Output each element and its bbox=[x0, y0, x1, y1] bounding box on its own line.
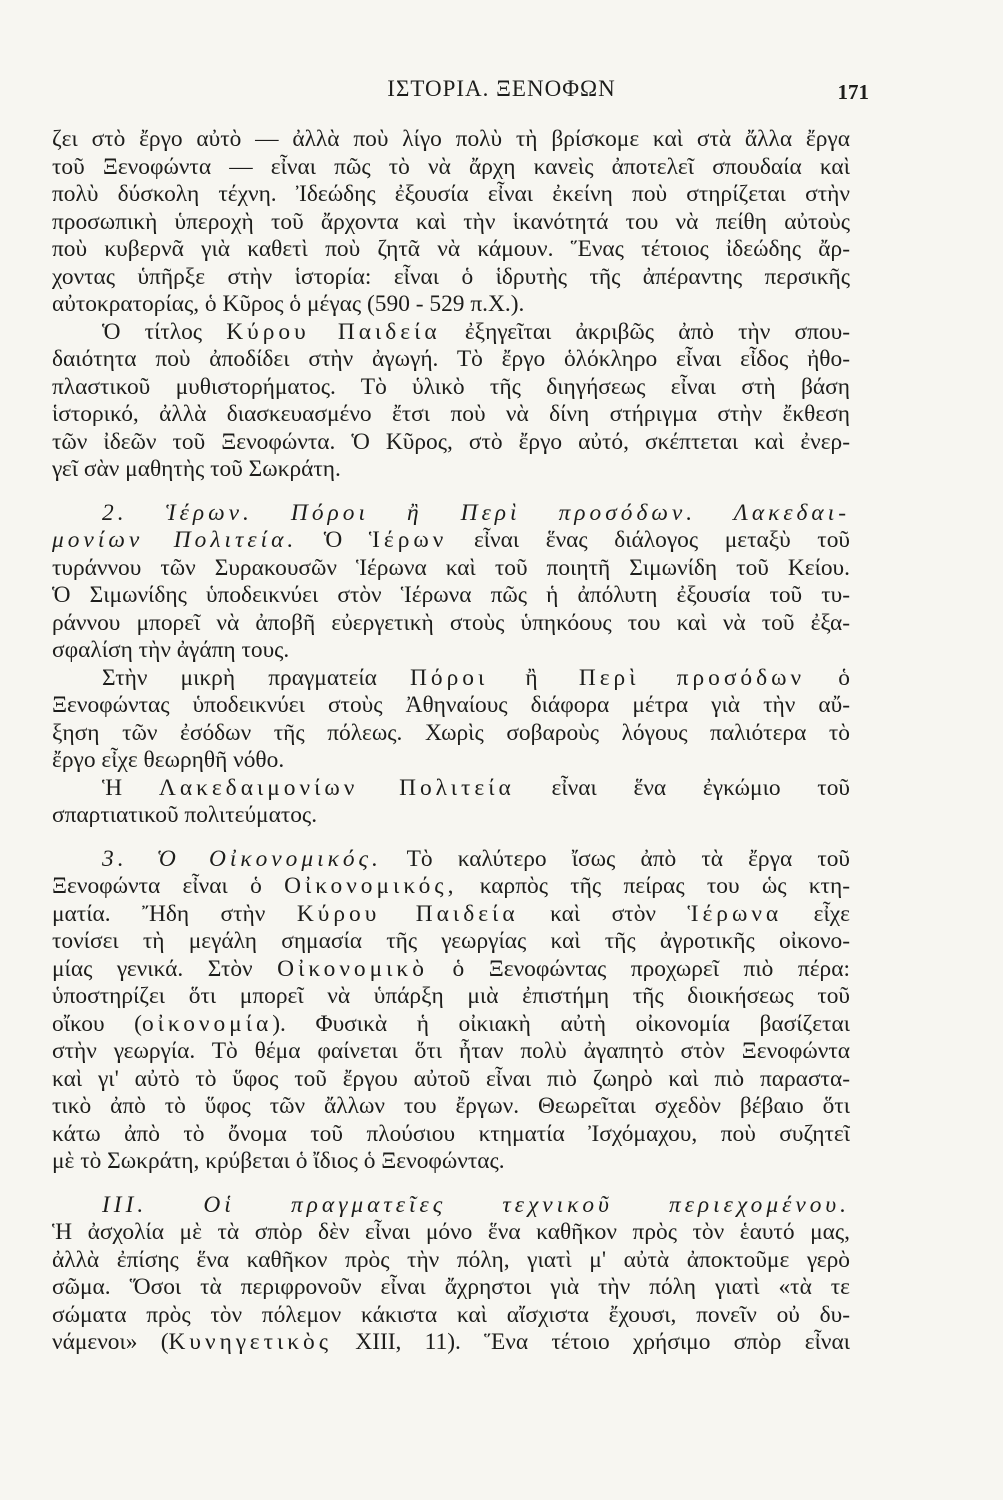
text-run: Ὁ τίτλος bbox=[102, 318, 203, 345]
spaced-title: Οἰκονομικός, bbox=[284, 873, 458, 899]
text-run: Στὴν μικρὴ πραγματεία bbox=[102, 664, 377, 691]
text-run: εἶχε bbox=[813, 900, 850, 927]
section-2 bbox=[52, 500, 850, 665]
spaced-title: Κύρου Παιδεία bbox=[226, 318, 441, 345]
text-run: εἶναι ἕνα ἐγκώμιο τοῦ bbox=[551, 774, 850, 801]
section-heading: ΙΙΙ. Οἱ πραγματεῖες τεχνικοῦ περιεχομένου. bbox=[102, 1191, 850, 1218]
text-line: πλαστικοῦ μυθιστορήματος. Τὸ ὑλικὸ τῆς διηγήσεως εἶναι στὴ βάση bbox=[52, 373, 850, 400]
text-line: σῶμα. Ὅσοι τὰ περιφρονοῦν εἶναι ἄχρηστοι γιὰ τὴν πόλη γιατὶ «τὰ τε bbox=[52, 1274, 850, 1300]
spaced-title: Κύρου Παιδεία bbox=[296, 900, 519, 927]
text-line bbox=[52, 665, 850, 693]
paragraph bbox=[52, 126, 850, 319]
text-run: Ὁ bbox=[323, 527, 343, 553]
text-run: ματία. Ἤδη στὴν bbox=[52, 900, 266, 927]
text-run: ὁ bbox=[838, 664, 850, 691]
paragraph bbox=[52, 775, 850, 830]
text-line: Ἡ ἀσχολία μὲ τὰ σπὸρ δὲν εἶναι μόνο ἕνα καθῆκον πρὸς τὸν ἑαυτό μας, bbox=[52, 1219, 850, 1245]
text-line: ἀλλὰ ἐπίσης ἕνα καθῆκον πρὸς τὴν πόλη, γιατὶ μ' αὐτὰ ἀποκτοῦμε γερὸ bbox=[52, 1246, 850, 1273]
page-header bbox=[0, 76, 1003, 112]
running-title: ΙΣΤΟΡΙΑ. ΞΕΝΟΦΩΝ bbox=[387, 76, 616, 101]
text-line: αὐτοκρατορίας, ὁ Κῦρος ὁ μέγας (590 - 529 π.Χ.). bbox=[52, 291, 525, 317]
text-line: τυράννου τῶν Συρακουσῶν Ἱέρωνα καὶ τοῦ ποιητῆ Σιμωνίδη τοῦ Κείου. bbox=[52, 554, 850, 581]
section-iii bbox=[52, 1192, 850, 1357]
text-line: πολὺ δύσκολη τέχνη. Ἰδεώδης ἐξουσία εἶναι ἐκείνη ποὺ στηρίζεται στὴν bbox=[52, 181, 850, 207]
text-line bbox=[52, 1011, 850, 1039]
text-run: καὶ στὸν bbox=[550, 900, 656, 927]
text-run: Τὸ καλύτερο ἴσως ἀπὸ τὰ ἔργα τοῦ bbox=[406, 845, 850, 872]
text-line: προσωπικὴ ὑπεροχὴ τοῦ ἄρχοντα καὶ τὴν ἱκανότητά του νὰ πείθη αὐτοὺς bbox=[52, 208, 850, 235]
text-line: ποὺ κυβερνᾶ γιὰ καθετὶ ποὺ ζητᾶ νὰ κάμουν. Ἕνας τέτοιος ἰδεώδης ἄρ- bbox=[52, 236, 850, 262]
text-line: Ξενοφώντας ὑποδεικνύει στοὺς Ἀθηναίους διάφορα μέτρα γιὰ τὴν αὔ- bbox=[52, 692, 850, 718]
spaced-title: Ἱέρων bbox=[368, 527, 448, 553]
text-line: δαιότητα ποὺ ἀποδίδει στὴν ἀγωγή. Τὸ ἔργο ὁλόκληρο εἶναι εἶδος ἠθο- bbox=[52, 346, 850, 372]
text-line bbox=[52, 846, 850, 874]
text-run: εἶναι ἕνας διάλογος μεταξὺ τοῦ bbox=[473, 527, 850, 553]
text-run: Ἡ bbox=[102, 774, 123, 801]
text-line: τῶν ἰδεῶν τοῦ Ξενοφώντα. Ὁ Κῦρος, στὸ ἔργο αὐτό, σκέπτεται καὶ ἐνερ- bbox=[52, 428, 850, 455]
spaced-title: Ἱέρωνα bbox=[687, 900, 783, 927]
text-run: μίας γενικά. Στὸν bbox=[52, 955, 253, 982]
text-line: ζει στὸ ἔργο αὐτὸ — ἀλλὰ ποὺ λίγο πολὺ τὴ βρίσκομε καὶ στὰ ἄλλα ἔργα bbox=[52, 126, 850, 152]
text-run: ἐξηγεῖται ἀκριβῶς ἀπὸ τὴν σπου- bbox=[464, 318, 850, 345]
spaced-title: οἰκονομία bbox=[141, 1010, 273, 1037]
text-run: Ξενοφώντα εἶναι ὁ bbox=[52, 873, 262, 899]
text-run: ὁ Ξενοφώντας προχωρεῖ πιὸ πέρα: bbox=[452, 955, 850, 982]
text-line bbox=[52, 901, 850, 929]
text-run: καρπὸς τῆς πείρας του ὡς κτη- bbox=[479, 873, 850, 899]
paragraph bbox=[52, 665, 850, 775]
page-number: 171 bbox=[837, 80, 869, 104]
spaced-title: Κυνηγετικὸς bbox=[168, 1329, 333, 1355]
paragraph bbox=[52, 319, 850, 484]
text-run: XIII, 11). Ἕνα τέτοιο χρήσιμο σπὸρ εἶναι bbox=[355, 1329, 850, 1355]
text-line: ἱστορικό, ἀλλὰ διασκευασμένο ἔτσι ποὺ νὰ δίνη στήριγμα στὴν ἔκθεση bbox=[52, 401, 850, 427]
text-line: ἔργο εἶχε θεωρηθῆ νόθο. bbox=[52, 747, 285, 773]
text-line bbox=[52, 527, 850, 555]
text-line bbox=[52, 775, 850, 803]
spaced-title: Λακεδαιμονίων Πολιτεία bbox=[158, 774, 515, 801]
text-line bbox=[52, 873, 850, 901]
text-line: σφαλίση τὴν ἀγάπη τους. bbox=[52, 637, 290, 663]
text-line bbox=[52, 319, 850, 347]
section-heading: 2. Ἱέρων. Πόροι ἢ Περὶ προσόδων. Λακεδαι- bbox=[102, 499, 850, 526]
text-line: Ὁ Σιμωνίδης ὑποδεικνύει στὸν Ἱέρωνα πῶς ἡ ἀπόλυτη ἐξουσία τοῦ τυ- bbox=[52, 582, 850, 608]
text-line: σώματα πρὸς τὸν πόλεμον κάκιστα καὶ αἴσχιστα ἔχουσι, πονεῖν οὐ δυ- bbox=[52, 1301, 850, 1328]
text-line: σπαρτιατικοῦ πολιτεύματος. bbox=[52, 802, 318, 828]
spaced-title: Οἰκονομικὸ bbox=[277, 955, 428, 982]
text-line: καὶ γι' αὐτὸ τὸ ὕφος τοῦ ἔργου αὐτοῦ εἶναι πιὸ ζωηρὸ καὶ πιὸ παραστα- bbox=[52, 1065, 850, 1092]
section-3 bbox=[52, 846, 850, 1176]
text-line: ὑποστηρίζει ὅτι μπορεῖ νὰ ὑπάρξη μιὰ ἐπιστήμη τῆς διοικήσεως τοῦ bbox=[52, 983, 850, 1009]
text-line: κάτω ἀπὸ τὸ ὄνομα τοῦ πλούσιου κτηματία Ἰσχόμαχου, ποὺ συζητεῖ bbox=[52, 1120, 850, 1147]
text-line bbox=[52, 956, 850, 984]
section-heading-cont: μονίων Πολιτεία. bbox=[52, 527, 298, 553]
spaced-title: Πόροι ἢ Περὶ προσόδων bbox=[410, 664, 806, 691]
text-line bbox=[52, 1329, 850, 1357]
text-run: νάμενοι» ( bbox=[52, 1329, 169, 1355]
text-line: τονίσει τὴ μεγάλη σημασία τῆς γεωργίας καὶ τῆς ἀγροτικῆς οἰκονο- bbox=[52, 928, 850, 954]
section-heading: 3. Ὁ Οἰκονομικός. bbox=[102, 845, 382, 872]
text-line: μὲ τὸ Σωκράτη, κρύβεται ὁ ἴδιος ὁ Ξενοφώντας. bbox=[52, 1148, 505, 1174]
text-line: ράννου μπορεῖ νὰ ἀποβῆ εὐεργετικὴ στοὺς ὑπηκόους του καὶ νὰ τοῦ ἐξα- bbox=[52, 609, 850, 636]
text-line: χοντας ὑπῆρξε στὴν ἱστορία: εἶναι ὁ ἱδρυτὴς τῆς ἀπέραντης περσικῆς bbox=[52, 263, 850, 290]
text-run: ). Φυσικὰ ἡ οἰκιακὴ αὐτὴ οἰκονομία βασίζεται bbox=[272, 1010, 850, 1037]
text-line: στὴν γεωργία. Τὸ θέμα φαίνεται ὅτι ἦταν πολὺ ἀγαπητὸ στὸν Ξενοφώντα bbox=[52, 1038, 850, 1064]
text-run: οἴκου ( bbox=[52, 1010, 142, 1037]
text-line: γεῖ σὰν μαθητὴς τοῦ Σωκράτη. bbox=[52, 456, 341, 482]
text-line: ξηση τῶν ἐσόδων τῆς πόλεως. Χωρὶς σοβαροὺς λόγους παλιότερα τὸ bbox=[52, 719, 850, 746]
text-line: τικὸ ἀπὸ τὸ ὕφος τῶν ἄλλων του ἔργων. Θεωρεῖται σχεδὸν βέβαιο ὅτι bbox=[52, 1093, 850, 1119]
text-line: τοῦ Ξενοφώντα — εἶναι πῶς τὸ νὰ ἄρχη κανεὶς ἀποτελεῖ σπουδαία καὶ bbox=[52, 153, 850, 180]
body-text bbox=[52, 126, 850, 1357]
